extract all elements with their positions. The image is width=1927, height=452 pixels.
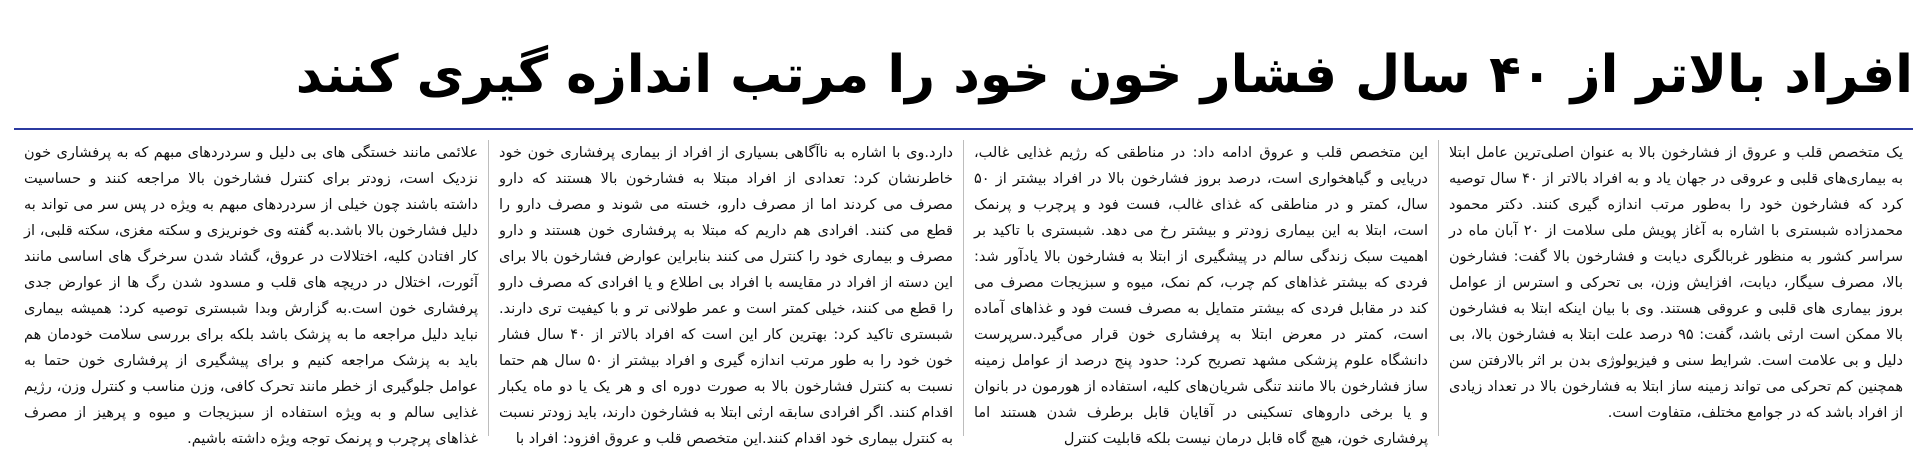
column-text: یک متخصص قلب و عروق از فشارخون بالا به عنوان اصلی‌ترین عامل ابتلا به بیماری‌های قلبی و عروقی در جهان یاد و به افراد بالاتر از ۴۰ سال توصیه کرد که فشارخون خود را به‌طور مرتب اندازه گیری کنند. دکتر محمود محمدزاده شبستری با اشاره به آغاز پویش ملی سلامت از ۲۰ آبان ماه در سراسر کشور به منظور غربالگری دیابت و فشارخون بالا گفت: فشارخون بالا، مصرف سیگار، دیابت، افزایش وزن، بی تحرکی و استرس از عوامل بروز بیماری های قلبی و عروقی هستند. وی با بیان اینکه ابتلا به فشارخون بالا ممکن است ارثی باشد، گفت: ۹۵ درصد علت ابتلا به فشارخون بالا، بی دلیل و بی علامت است. شرایط سنی و فیزیولوژی بدن بر اثر بالارفتن سن همچنین کم تحرکی می تواند زمینه ساز ابتلا به فشارخون بالا در تعداد زیادی از افراد باشد که در جوامع مختلف، متفاوت است. bbox=[1449, 145, 1903, 421]
column-text: علائمی مانند خستگی های بی دلیل و سردردهای مبهم که به پرفشاری خون نزدیک است، زودتر برای کنترل فشارخون بالا مراجعه کنند و حساسیت داشته باشند چون خیلی از سردردهای مبهم به ویژه در پس سر می تواند به دلیل فشارخون بالا باشد.به گفته وی خونریزی و سکته مغزی، سکته قلبی، از کار افتادن کلیه، اختلالات در عروق، گشاد شدن سرخرگ های اساسی مانند آئورت، اختلال در دریچه های قلب و مسدود شدن رگ ها از عوارض جدی پرفشاری خون است.به گزارش وبدا شبستری توصیه کرد: همیشه بیماری نباید دلیل مراجعه ما به پزشک باشد بلکه برای بررسی سلامت خودمان هم باید به پزشک مراجعه کنیم و برای پیشگیری از پرفشاری خون حتما به عوامل جلوگیری از خطر مانند تحرک کافی، وزن مناسب و کنترل وزن، رژیم غذایی سالم و به ویژه استفاده از سبزیجات و میوه و پرهیز از مصرف غذاهای پرچرب و پرنمک توجه ویژه داشته باشیم. bbox=[24, 145, 478, 447]
column-2 bbox=[963, 140, 1438, 447]
article-columns bbox=[14, 140, 1913, 447]
column-1 bbox=[1438, 140, 1913, 436]
column-4 bbox=[14, 140, 488, 447]
title-rule bbox=[14, 128, 1913, 130]
headline: افراد بالاتر از ۴۰ سال فشار خون خود را مرتب اندازه گیری کنند bbox=[295, 45, 1913, 105]
column-3 bbox=[488, 140, 963, 447]
column-text: این متخصص قلب و عروق ادامه داد: در مناطقی که رژیم غذایی غالب، دریایی و گیاهخواری است، درصد بروز فشارخون بالا در افراد بیشتر از ۵۰ سال، کمتر و در مناطقی که غذای غالب، فست فود و پرچرب و پرنمک است، ابتلا به این بیماری زودتر و بیشتر رخ می دهد. شبستری با تاکید بر اهمیت سبک زندگی سالم در پیشگیری از ابتلا به فشارخون بالا یادآور شد: فردی که بیشتر غذاهای کم چرب، کم نمک، میوه و سبزیجات مصرف می کند در مقابل فردی که بیشتر متمایل به مصرف فست فود و غذاهای آماده است، کمتر در معرض ابتلا به پرفشاری خون قرار می‌گیرد.سرپرست دانشگاه علوم پزشکی مشهد تصریح کرد: حدود پنج درصد از عوامل زمینه ساز فشارخون بالا مانند تنگی شریان‌های کلیه، استفاده از هورمون در بانوان و یا برخی داروهای تسکینی در آقایان قابل برطرف شدن هستند اما پرفشاری خون، هیچ گاه قابل درمان نیست بلکه قابلیت کنترل bbox=[974, 145, 1428, 447]
column-text: دارد.وی با اشاره به ناآگاهی بسیاری از افراد از بیماری پرفشاری خون خود خاطرنشان کرد: تعدادی از افراد مبتلا به فشارخون بالا هستند که دارو مصرف می کردند اما از مصرف دارو، خسته می شوند و مصرف دارو را قطع می کنند. افرادی هم داریم که مبتلا به پرفشاری خون هستند و دارو مصرف و بیماری خود را کنترل می کنند بنابراین عوارض فشارخون بالا برای این دسته از افراد در مقایسه با افراد بی اطلاع و یا افرادی که مصرف دارو را قطع می کنند، خیلی کمتر است و عمر طولانی تر و با کیفیت تری دارند. شبستری تاکید کرد: بهترین کار این است که افراد بالاتر از ۴۰ سال فشار خون خود را به طور مرتب اندازه گیری و افراد بیشتر از ۵۰ سال هم حتما نسبت به کنترل فشارخون بالا به صورت دوره ای و هر یک یا دو ماه یکبار اقدام کنند. اگر افرادی سابقه ارثی ابتلا به فشارخون دارند، باید زودتر نسبت به کنترل بیماری خود اقدام کنند.این متخصص قلب و عروق افزود: افراد با bbox=[499, 145, 954, 447]
